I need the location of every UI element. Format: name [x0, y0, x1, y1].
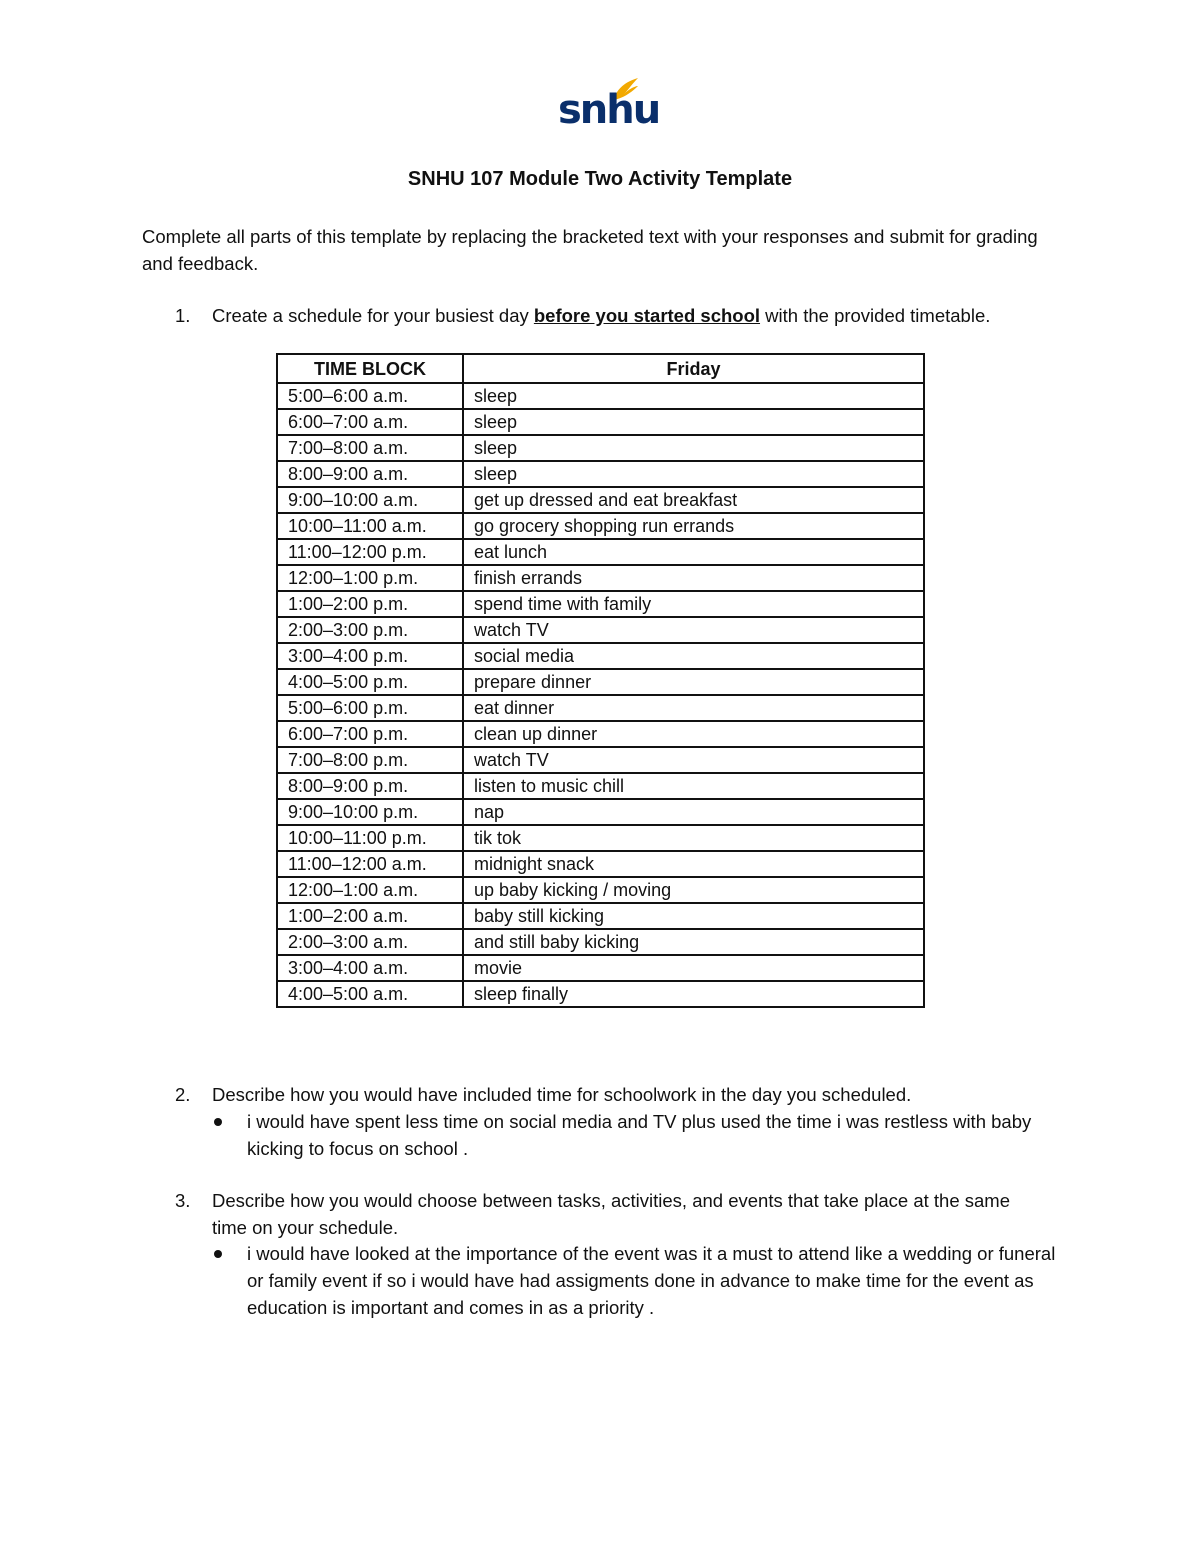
question-3-answer: i would have looked at the importance of the event was it a must to attend like a wedding or funeral or family event if so i would have had assigments done in advance to make time for the event as education is important and comes in as a priority . — [247, 1243, 1056, 1318]
time-block-cell: 7:00–8:00 p.m. — [277, 747, 463, 773]
table-row — [277, 877, 924, 903]
question-2-text: Describe how you would have included time for schoolwork in the day you scheduled. — [212, 1084, 912, 1105]
table-row — [277, 695, 924, 721]
question-2-number: 2. — [175, 1084, 191, 1105]
table-row — [277, 435, 924, 461]
activity-cell: tik tok — [463, 825, 924, 851]
page-title: SNHU 107 Module Two Activity Template — [407, 168, 793, 190]
table-row — [277, 409, 924, 435]
activity-cell: baby still kicking — [463, 903, 924, 929]
time-block-cell: 4:00–5:00 a.m. — [277, 981, 463, 1007]
activity-cell: eat lunch — [463, 539, 924, 565]
activity-cell: sleep — [463, 383, 924, 409]
schedule-table-body — [277, 383, 924, 1007]
logo-wordmark: snhu — [558, 87, 660, 133]
activity-cell: sleep — [463, 409, 924, 435]
time-block-cell: 1:00–2:00 a.m. — [277, 903, 463, 929]
time-block-cell: 6:00–7:00 a.m. — [277, 409, 463, 435]
time-block-cell: 11:00–12:00 a.m. — [277, 851, 463, 877]
table-row — [277, 383, 924, 409]
table-row — [277, 773, 924, 799]
activity-cell: nap — [463, 799, 924, 825]
activity-cell: watch TV — [463, 747, 924, 773]
activity-cell: movie — [463, 955, 924, 981]
time-block-cell: 12:00–1:00 a.m. — [277, 877, 463, 903]
table-row — [277, 903, 924, 929]
activity-cell: up baby kicking / moving — [463, 877, 924, 903]
activity-cell: and still baby kicking — [463, 929, 924, 955]
schedule-table — [276, 353, 925, 1008]
snhu-logo — [550, 76, 660, 136]
time-block-cell: 9:00–10:00 a.m. — [277, 487, 463, 513]
question-2-answer: i would have spent less time on social media and TV plus used the time i was restless with baby kicking to focus on school . — [247, 1111, 1032, 1159]
table-row — [277, 487, 924, 513]
table-row — [277, 851, 924, 877]
table-header-row — [277, 354, 924, 383]
question-3-text: Describe how you would choose between tasks, activities, and events that take place at the same time on your schedule. — [212, 1190, 1011, 1238]
intro-paragraph: Complete all parts of this template by replacing the bracketed text with your responses and submit for grading and feedback. — [142, 226, 1038, 274]
table-row — [277, 513, 924, 539]
table-row — [277, 955, 924, 981]
table-row — [277, 461, 924, 487]
question-1-text-after: with the provided timetable. — [760, 305, 991, 326]
activity-cell: sleep finally — [463, 981, 924, 1007]
time-block-cell: 8:00–9:00 a.m. — [277, 461, 463, 487]
activity-cell: finish errands — [463, 565, 924, 591]
question-1-text-before: Create a schedule for your busiest day — [212, 305, 534, 326]
table-row — [277, 591, 924, 617]
activity-cell: listen to music chill — [463, 773, 924, 799]
time-block-cell: 9:00–10:00 p.m. — [277, 799, 463, 825]
time-block-cell: 5:00–6:00 p.m. — [277, 695, 463, 721]
question-1-text — [212, 302, 1072, 329]
table-row — [277, 669, 924, 695]
question-3-number: 3. — [175, 1190, 191, 1211]
table-row — [277, 539, 924, 565]
table-row — [277, 799, 924, 825]
time-block-cell: 2:00–3:00 p.m. — [277, 617, 463, 643]
time-block-cell: 5:00–6:00 a.m. — [277, 383, 463, 409]
table-row — [277, 747, 924, 773]
activity-cell: social media — [463, 643, 924, 669]
activity-cell: watch TV — [463, 617, 924, 643]
activity-cell: prepare dinner — [463, 669, 924, 695]
time-block-cell: 11:00–12:00 p.m. — [277, 539, 463, 565]
table-row — [277, 565, 924, 591]
activity-cell: sleep — [463, 461, 924, 487]
table-row — [277, 825, 924, 851]
question-1-number: 1. — [175, 305, 191, 326]
time-block-cell: 4:00–5:00 p.m. — [277, 669, 463, 695]
time-block-cell: 3:00–4:00 p.m. — [277, 643, 463, 669]
time-block-cell: 10:00–11:00 p.m. — [277, 825, 463, 851]
table-row — [277, 929, 924, 955]
activity-cell: sleep — [463, 435, 924, 461]
table-row — [277, 643, 924, 669]
time-block-cell: 10:00–11:00 a.m. — [277, 513, 463, 539]
activity-cell: eat dinner — [463, 695, 924, 721]
bullet-icon — [214, 1250, 222, 1258]
time-block-cell: 2:00–3:00 a.m. — [277, 929, 463, 955]
activity-cell: midnight snack — [463, 851, 924, 877]
time-block-cell: 6:00–7:00 p.m. — [277, 721, 463, 747]
activity-cell: spend time with family — [463, 591, 924, 617]
activity-cell: get up dressed and eat breakfast — [463, 487, 924, 513]
header-friday: Friday — [463, 354, 924, 383]
time-block-cell: 12:00–1:00 p.m. — [277, 565, 463, 591]
table-row — [277, 981, 924, 1007]
time-block-cell: 3:00–4:00 a.m. — [277, 955, 463, 981]
time-block-cell: 1:00–2:00 p.m. — [277, 591, 463, 617]
bullet-icon — [214, 1118, 222, 1126]
time-block-cell: 7:00–8:00 a.m. — [277, 435, 463, 461]
activity-cell: clean up dinner — [463, 721, 924, 747]
question-1-emphasis: before you started school — [533, 305, 761, 326]
activity-cell: go grocery shopping run errands — [463, 513, 924, 539]
time-block-cell: 8:00–9:00 p.m. — [277, 773, 463, 799]
table-row — [277, 617, 924, 643]
header-time-block: TIME BLOCK — [277, 354, 463, 383]
table-row — [277, 721, 924, 747]
